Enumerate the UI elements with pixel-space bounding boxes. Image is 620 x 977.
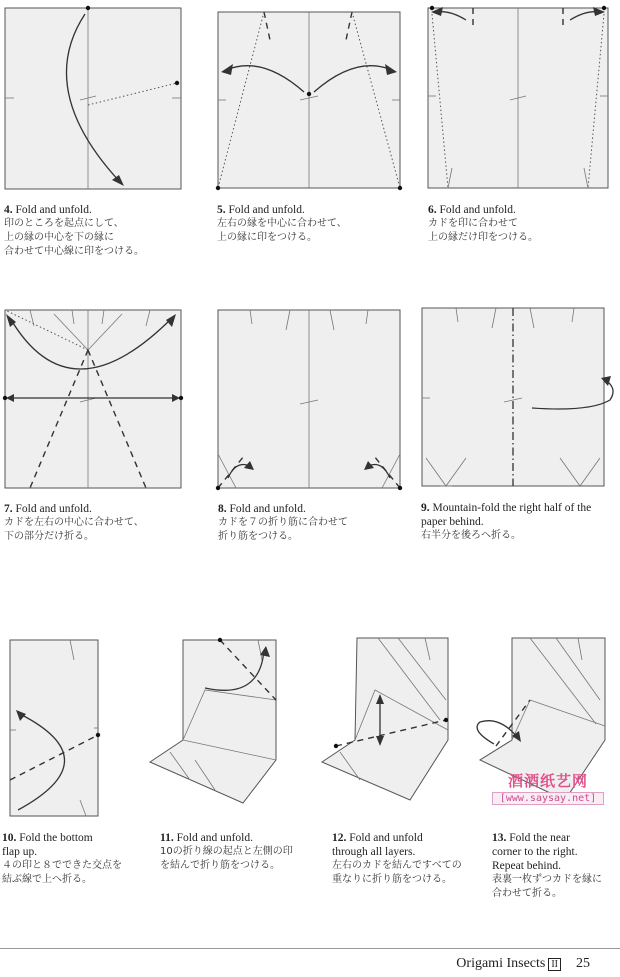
step-6-caption — [428, 203, 608, 245]
step-7-text: 7. Fold and unfold. — [4, 503, 92, 515]
step-6-text: 6. Fold and unfold. — [428, 204, 516, 216]
step-10-japanese: ４の印と８でできた交点を 結ぶ線で上へ折る。 — [2, 860, 122, 885]
step-8-caption — [218, 502, 408, 544]
book-title: Origami Insects — [456, 956, 546, 971]
step-8-japanese: カドを７の折り筋に合わせて 折り筋をつける。 — [218, 517, 348, 542]
step-12-caption — [332, 831, 482, 887]
step-5-text: 5. Fold and unfold. — [217, 204, 305, 216]
page-footer — [456, 956, 590, 972]
watermark-site-name: 酒酒纸艺网 — [507, 772, 588, 790]
step-5-japanese: 左右の縁を中心に合わせて、 上の縁に印をつける。 — [217, 218, 347, 243]
step-5-caption — [217, 203, 407, 245]
step-13-caption — [492, 831, 617, 901]
step-4-caption — [4, 203, 194, 259]
step-10-text: 10. Fold the bottom flap up. — [2, 832, 93, 858]
volume-number: II — [548, 958, 561, 971]
watermark-url: [www.saysay.net] — [492, 792, 604, 805]
page-number: 25 — [576, 956, 590, 971]
step-4-japanese: 印のところを起点にして、 上の縁の中心を下の縁に 合わせて中心線に印をつける。 — [4, 218, 144, 257]
step-11-text: 11. Fold and unfold. — [160, 832, 253, 844]
step-11-japanese: 10の折り線の起点と左側の印 を結んで折り筋をつける。 — [160, 846, 293, 871]
site-watermark — [492, 770, 604, 805]
step-7-caption — [4, 502, 194, 544]
step-9-caption — [421, 501, 611, 543]
step-8-text: 8. Fold and unfold. — [218, 503, 306, 515]
step-13-japanese: 表裏一枚ずつカドを縁に 合わせて折る。 — [492, 874, 602, 899]
step-11-caption — [160, 831, 325, 873]
step-13-text: 13. Fold the near corner to the right. Repeat behind. — [492, 832, 578, 872]
step-9-text: 9. Mountain-fold the right half of the paper behind. — [421, 502, 592, 528]
step-12-japanese: 左右のカドを結んですべての 重なりに折り筋をつける。 — [332, 860, 462, 885]
step-7-japanese: カドを左右の中心に合わせて、 下の部分だけ折る。 — [4, 517, 144, 542]
step-6-japanese: カドを印に合わせて 上の縁だけ印をつける。 — [428, 218, 538, 243]
step-4-text: 4. Fold and unfold. — [4, 204, 92, 216]
step-12-text: 12. Fold and unfold through all layers. — [332, 832, 423, 858]
footer-rule — [0, 948, 620, 949]
step-9-japanese: 右半分を後ろへ折る。 — [421, 530, 521, 541]
step-10-caption — [2, 831, 152, 887]
